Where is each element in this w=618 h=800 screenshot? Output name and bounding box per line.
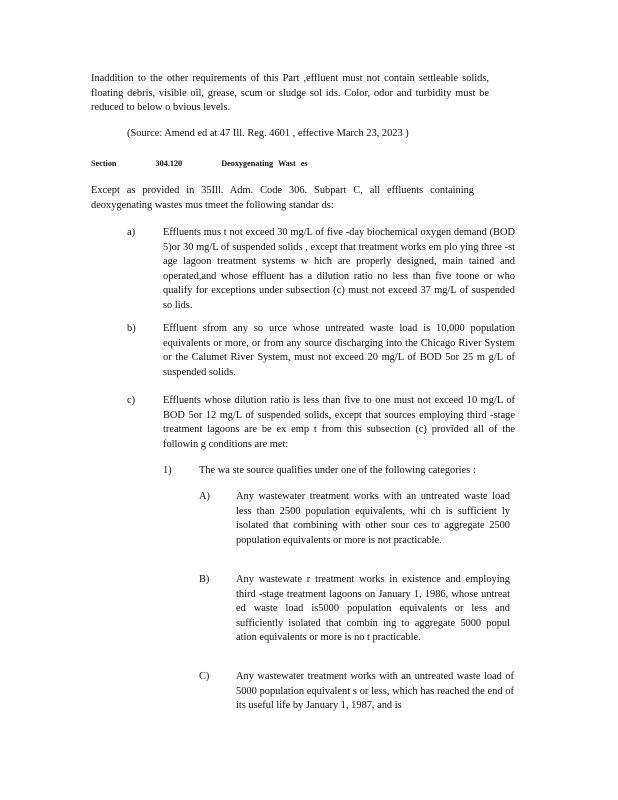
section-title: Deoxygenating Wast es xyxy=(221,159,308,168)
subsubitem-marker-A: A) xyxy=(199,491,210,502)
subitem-text-1: The wa ste source qualifies under one of the following categories : xyxy=(199,465,476,476)
subsubitem-marker-C: C) xyxy=(199,671,210,682)
item-marker-a: a) xyxy=(127,227,136,238)
subsubitem-text-B: Any wastewate r treatment works in existence and employing third -stage treatment lagoons on January 1, 1986, whose untreat ed waste load is5000 population equivalents or less and sufficiently isolated that combin ing to aggregate 5000 popul ation equivalents or more is no t practicable. xyxy=(236,574,510,643)
item-text-c: Effluents whose dilution ratio is less than five to one must not exceed 10 mg/L of BOD 5or 12 mg/L of suspended solids, except that sources employing third -stage treatment lagoons are be ex emp t from this subsection (c) provided all of the followin g conditions are met: xyxy=(163,395,515,450)
item-text-a: Effluents mus t not exceed 30 mg/L of five -day biochemical oxygen demand (BOD 5)or 30 mg/L of suspended solids , except that treatment works em plo ying three -st age lagoon treatment systems w hich are properly designed, main tained and operated,and whose effluent has a dilution ratio no less than five toone or who qualify for exceptions under subsection (c) must not exceed 37 mg/L of suspended so lids. xyxy=(163,227,515,311)
section-heading xyxy=(91,157,491,172)
subsubitem-marker-B: B) xyxy=(199,574,210,585)
subsubitem-text-A: Any wastewater treatment works with an untreated waste load less than 2500 population equivalents, whi ch is sufficient ly isolated that combining with other sour ces to aggregate 2500 population equivalents or more is not practicable. xyxy=(236,491,510,546)
intro-paragraph: Inaddition to the other requirements of this Part ,effluent must not contain settleable solids, floating debris, visible oil, grease, scum or sludge sol ids. Color, odor and turbidity must be reduced to below o bvious levels. xyxy=(91,73,489,113)
subsubitem-text-C: Any wastewater treatment works with an untreated waste load of 5000 population equivalent s or less, which has reached the end of its useful life by January 1, 1987, and is xyxy=(236,671,514,711)
source-note: (Source: Amend ed at 47 Ill. Reg. 4601 , effective March 23, 2023 ) xyxy=(127,128,409,139)
section-label: Section xyxy=(91,159,117,168)
item-marker-b: b) xyxy=(127,323,136,334)
item-marker-c: c) xyxy=(127,395,136,406)
lead-paragraph: Except as provided in 35Ill. Adm. Code 306. Subpart C, all effluents containing deoxygenating wastes mus tmeet the following standar ds: xyxy=(91,185,474,211)
subitem-marker-1: 1) xyxy=(163,465,172,476)
section-number: 304.120 xyxy=(155,159,183,168)
item-text-b: Effluent sfrom any so urce whose untreated waste load is 10,000 population equivalents or more, or from any source discharging into the Chicago River System or the Calumet River System, must not exceed 20 mg/L of BOD 5or 25 m g/L of suspended solids. xyxy=(163,323,515,378)
